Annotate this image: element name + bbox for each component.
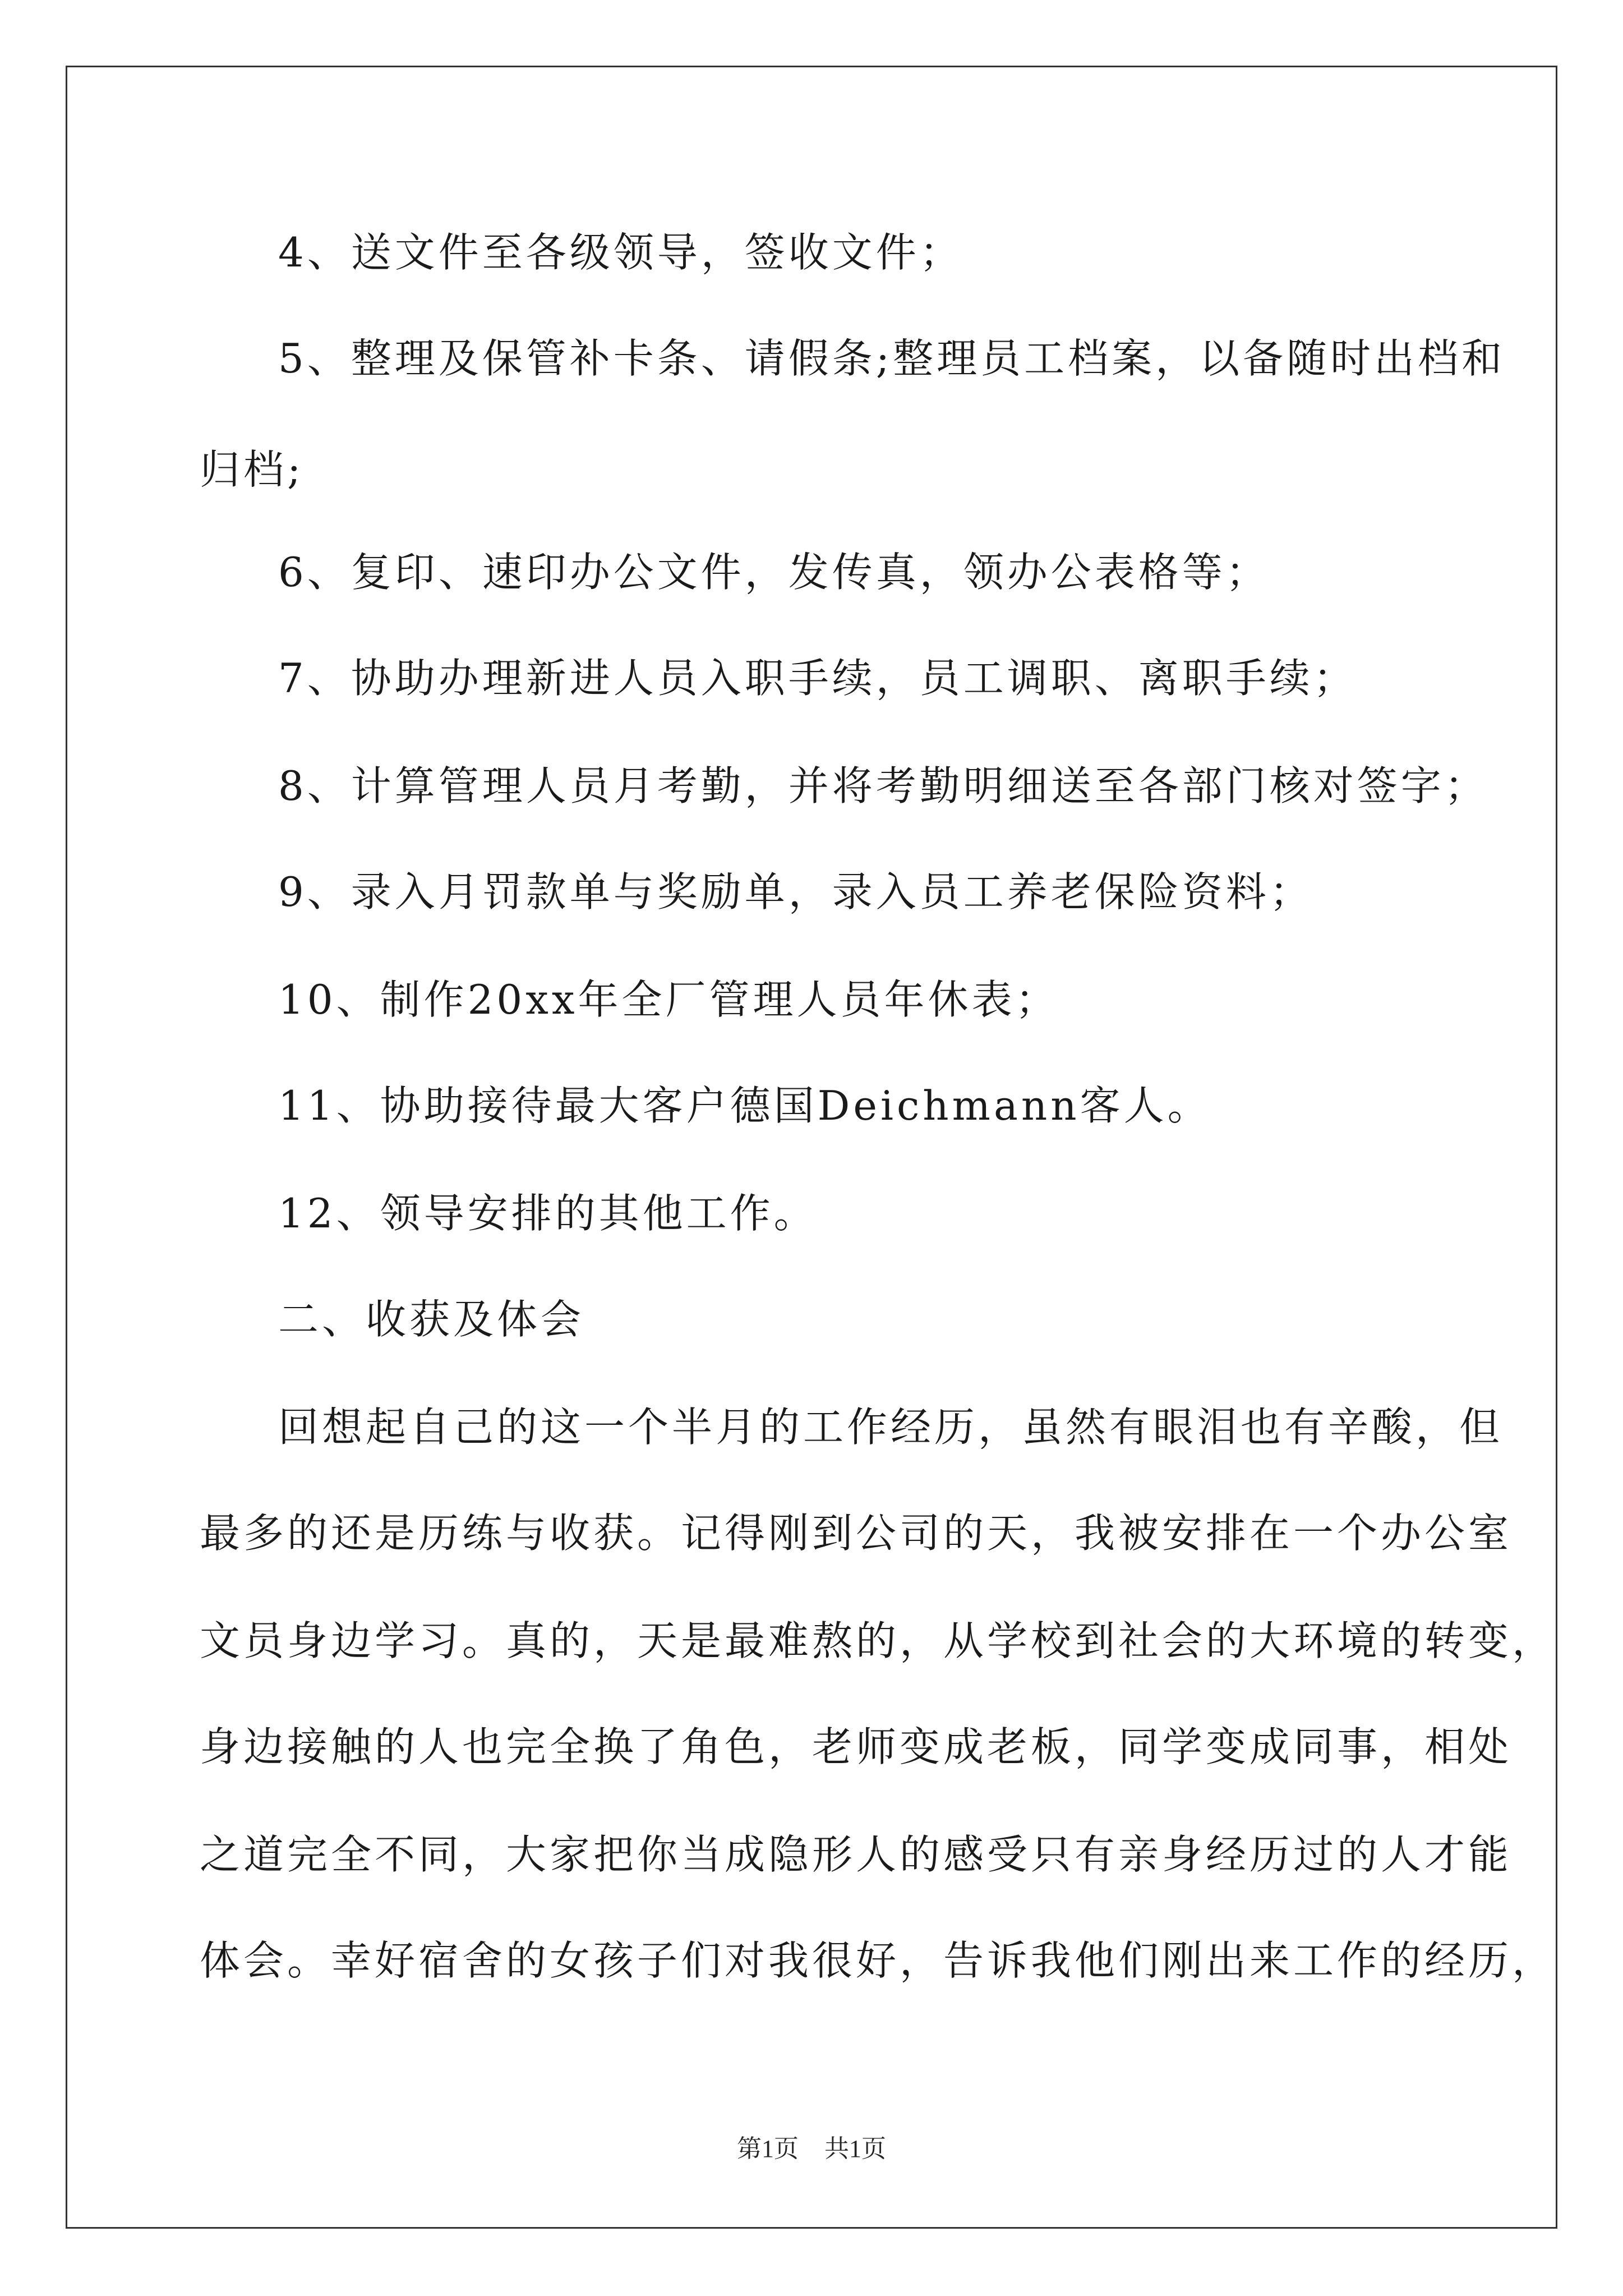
list-item-7: 7、协助办理新进人员入职手续，员工调职、离职手续； bbox=[278, 655, 1357, 702]
paragraph-line: 最多的还是历练与收获。记得刚到公司的天，我被安排在一个办公室 bbox=[200, 1510, 1513, 1557]
paragraph-line: 之道完全不同，大家把你当成隐形人的感受只有亲身经历过的人才能 bbox=[200, 1831, 1513, 1878]
page-number-total: 共1页 bbox=[824, 2135, 886, 2162]
paragraph-line: 身边接触的人也完全换了角色，老师变成老板，同学变成同事，相处 bbox=[200, 1723, 1513, 1770]
list-item-4: 4、送文件至各级领导，签收文件； bbox=[278, 229, 963, 276]
page-border bbox=[66, 66, 1557, 2229]
list-item-9: 9、录入月罚款单与奖励单，录入员工养老保险资料； bbox=[278, 868, 1313, 915]
list-item-12: 12、领导安排的其他工作。 bbox=[278, 1190, 818, 1237]
list-item-10: 10、制作20xx年全厂管理人员年休表； bbox=[278, 976, 1059, 1023]
paragraph-line: 体会。幸好宿舍的女孩子们对我很好，告诉我他们刚出来工作的经历， bbox=[200, 1937, 1556, 1984]
paragraph-line: 回想起自己的这一个半月的工作经历，虽然有眼泪也有辛酸，但 bbox=[278, 1404, 1504, 1451]
section-heading: 二、收获及体会 bbox=[278, 1296, 585, 1343]
list-item-11: 11、协助接待最大客户德国Deichmann客人。 bbox=[278, 1082, 1211, 1129]
page-footer bbox=[0, 2133, 1623, 2165]
list-item-6: 6、复印、速印办公文件，发传真，领办公表格等； bbox=[278, 549, 1270, 596]
page-number-current: 第1页 bbox=[737, 2135, 799, 2162]
paragraph-line: 文员身边学习。真的，天是最难熬的，从学校到社会的大环境的转变， bbox=[200, 1617, 1556, 1664]
list-item-5-continued: 归档; bbox=[200, 446, 305, 493]
list-item-5: 5、整理及保管补卡条、请假条;整理员工档案，以备随时出档和 bbox=[278, 335, 1506, 382]
list-item-8: 8、计算管理人员月考勤，并将考勤明细送至各部门核对签字； bbox=[278, 762, 1488, 809]
